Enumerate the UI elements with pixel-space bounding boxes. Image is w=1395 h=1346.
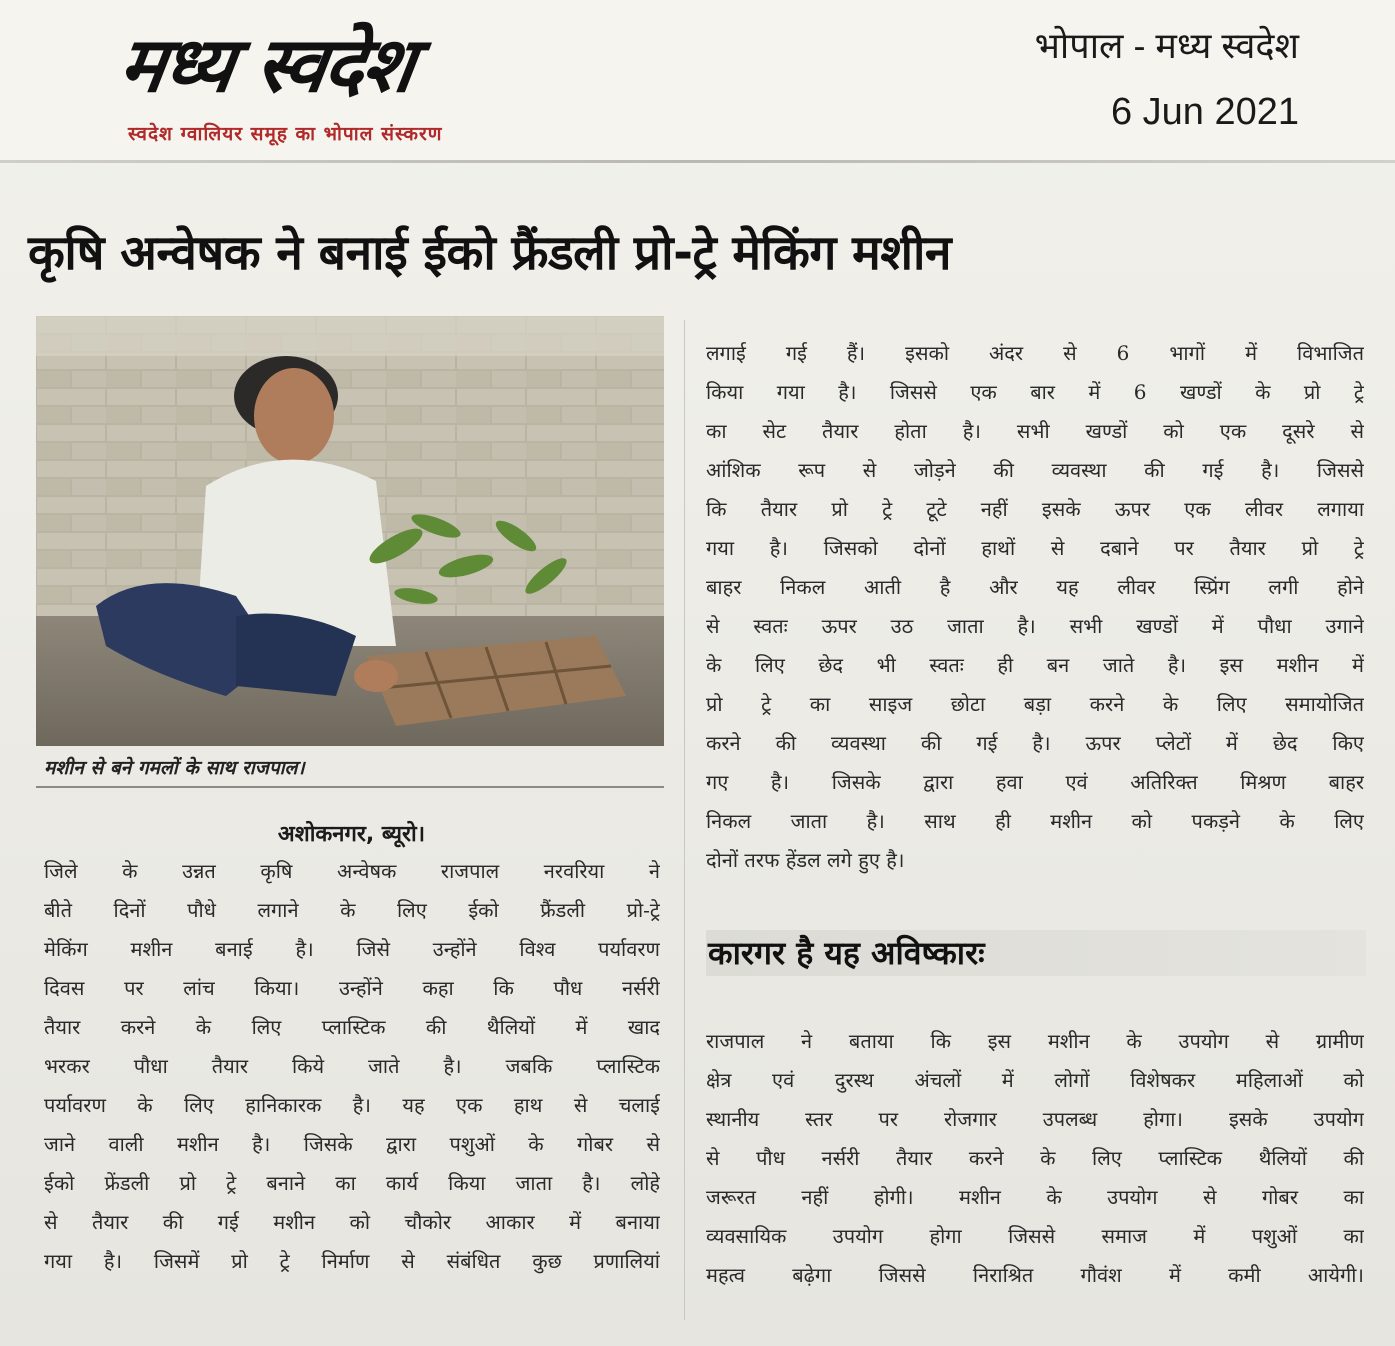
column-separator xyxy=(684,320,685,1320)
masthead-divider xyxy=(0,160,1395,163)
text-line: दोनों तरफ हेंडल लगे हुए है। xyxy=(706,848,905,872)
edition-date: 6 Jun 2021 xyxy=(1110,91,1299,133)
masthead xyxy=(0,0,1395,162)
text-line: से तैयार की गई मशीन को चौकोर आकार में बनाया xyxy=(44,1210,660,1234)
text-line: गया है। जिसको दोनों हाथों से दबाने पर तैयार प्रो ट्रे xyxy=(706,536,1364,560)
caption-rule xyxy=(36,786,664,788)
text-line: बीते दिनों पौधे लगाने के लिए ईको फ्रैंडली प्रो-ट्रे xyxy=(44,898,660,922)
text-line: आंशिक रूप से जोड़ने की व्यवस्था की गई है। जिससे xyxy=(706,458,1364,482)
text-line: लगाई गई हैं। इसको अंदर से 6 भागों में विभाजित xyxy=(706,341,1364,365)
text-line: प्रो ट्रे का साइज छोटा बड़ा करने के लिए समायोजित xyxy=(706,692,1364,716)
text-line: राजपाल ने बताया कि इस मशीन के उपयोग से ग्रामीण xyxy=(706,1029,1364,1053)
text-line: जाने वाली मशीन है। जिसके द्वारा पशुओं के गोबर से xyxy=(44,1132,660,1156)
text-line: स्थानीय स्तर पर रोजगार उपलब्ध होगा। इसके उपयोग xyxy=(706,1107,1364,1131)
text-line: से पौध नर्सरी तैयार करने के लिए प्लास्टिक थैलियों की xyxy=(706,1146,1364,1170)
text-line: व्यवसायिक उपयोग होगा जिससे समाज में पशुओं का xyxy=(706,1224,1364,1248)
article-column-left xyxy=(44,852,660,1281)
text-line: दिवस पर लांच किया। उन्होंने कहा कि पौध नर्सरी xyxy=(44,976,660,1000)
logo-tagline: स्वदेश ग्वालियर समूह का भोपाल संस्करण xyxy=(128,123,443,145)
article-subheading xyxy=(706,930,1366,976)
newspaper-logo xyxy=(113,20,720,145)
text-line: किया गया है। जिससे एक बार में 6 खण्डों के प्रो ट्रे xyxy=(706,380,1364,404)
article-column-right xyxy=(706,334,1364,880)
text-line: जिले के उन्नत कृषि अन्वेषक राजपाल नरवरिया ने xyxy=(44,859,660,883)
text-line: से स्वतः ऊपर उठ जाता है। सभी खण्डों में पौधा उगाने xyxy=(706,614,1364,638)
article-photo xyxy=(36,316,664,746)
text-line: जरूरत नहीं होगी। मशीन के उपयोग से गोबर का xyxy=(706,1185,1364,1209)
edition-place: भोपाल - मध्य स्वदेश xyxy=(1034,25,1299,66)
text-line: कि तैयार प्रो ट्रे टूटे नहीं इसके ऊपर एक लीवर लगाया xyxy=(706,497,1364,521)
subheading-text: कारगर है यह अविष्कारः xyxy=(708,934,985,972)
text-line: गया है। जिसमें प्रो ट्रे निर्माण से संबंधित कुछ प्रणालियां xyxy=(44,1249,660,1273)
photo-caption: मशीन से बने गमलों के साथ राजपाल। xyxy=(44,757,305,779)
text-line: बाहर निकल आती है और यह लीवर स्प्रिंग लगी होने xyxy=(706,575,1364,599)
text-line: निकल जाता है। साथ ही मशीन को पकड़ने के लिए xyxy=(706,809,1364,833)
text-line: ईको फ्रेंडली प्रो ट्रे बनाने का कार्य किया जाता है। लोहे xyxy=(44,1171,660,1195)
text-line: करने की व्यवस्था की गई है। ऊपर प्लेटों में छेद किए xyxy=(706,731,1364,755)
edition-info xyxy=(1035,22,1299,138)
text-line: पर्यावरण के लिए हानिकारक है। यह एक हाथ से चलाई xyxy=(44,1093,660,1117)
text-line: क्षेत्र एवं दुरस्थ अंचलों में लोगों विशेषकर महिलाओं को xyxy=(706,1068,1364,1092)
logo-text: मध्य स्वदेश xyxy=(113,20,419,109)
photo-illustration xyxy=(36,316,664,746)
text-line: के लिए छेद भी स्वतः ही बन जाते है। इस मशीन में xyxy=(706,653,1364,677)
text-line: भरकर पौधा तैयार किये जाते है। जबकि प्लास्टिक xyxy=(44,1054,660,1078)
article-headline: कृषि अन्वेषक ने बनाई ईको फ्रैंडली प्रो-ट्रे मेकिंग मशीन xyxy=(28,225,952,281)
text-line: महत्व बढ़ेगा जिससे निराश्रित गौवंश में कमी आयेगी। xyxy=(706,1263,1364,1287)
article-column-right-lower xyxy=(706,1022,1364,1295)
text-line: मेकिंग मशीन बनाई है। जिसे उन्होंने विश्व पर्यावरण xyxy=(44,937,660,961)
text-line: गए है। जिसके द्वारा हवा एवं अतिरिक्त मिश्रण बाहर xyxy=(706,770,1364,794)
text-line: का सेट तैयार होता है। सभी खण्डों को एक दूसरे से xyxy=(706,419,1364,443)
article-dateline: अशोकनगर, ब्यूरो। xyxy=(277,822,426,847)
text-line: तैयार करने के लिए प्लास्टिक की थैलियों में खाद xyxy=(44,1015,660,1039)
